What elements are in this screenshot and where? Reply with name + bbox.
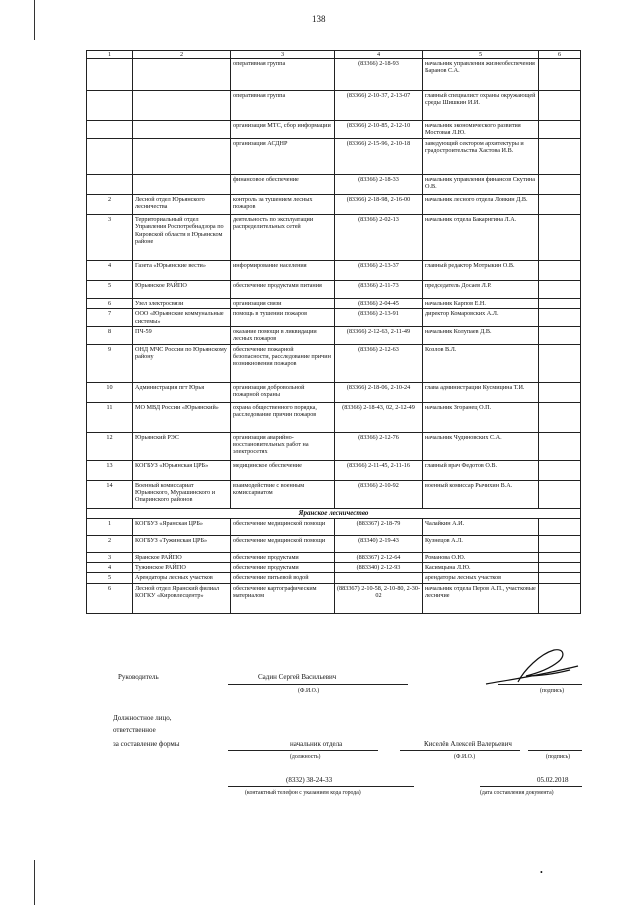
- contact-cell: начальник Згоранец О.П.: [423, 402, 539, 432]
- table-row: [87, 139, 581, 175]
- official-name-line: [400, 750, 520, 751]
- phone-caption: (контактный телефон с указанием кода города): [245, 790, 361, 796]
- note-cell: [539, 563, 581, 573]
- note-cell: [539, 583, 581, 613]
- row-number: 7: [87, 309, 133, 326]
- phone-cell: (83366) 2-18-33: [335, 175, 423, 195]
- row-number: 9: [87, 344, 133, 382]
- table-row: [87, 299, 581, 309]
- head-name: Садин Сергей Васильевич: [258, 673, 337, 681]
- row-number: 1: [87, 519, 133, 536]
- position-value: начальник отдела: [290, 740, 343, 748]
- table-row: [87, 402, 581, 432]
- note-cell: [539, 536, 581, 553]
- table-row: [87, 121, 581, 139]
- left-margin-line-bottom: [34, 860, 35, 905]
- phone-cell: (83366) 2-12-63, 2-11-49: [335, 326, 423, 344]
- column-header: 2: [133, 51, 231, 59]
- phone-cell: (883367) 2-10-58, 2-10-80, 2-30-02: [335, 583, 423, 613]
- organization-cell: Лесной отдел Яранский филиал КОГКУ «Кировлесцентр»: [133, 583, 231, 613]
- organization-cell: [133, 59, 231, 91]
- organization-cell: Военный комиссариат Юрьянского, Мурашинского и Опаринского районов: [133, 480, 231, 508]
- function-cell: помощь в тушении пожаров: [231, 309, 335, 326]
- position-caption: (должность): [290, 754, 321, 760]
- contact-cell: начальник экономического развития Мостовая Л.Ю.: [423, 121, 539, 139]
- fio-caption: (Ф.И.О.): [298, 688, 320, 694]
- organization-cell: Лесной отдел Юрьянского лесничества: [133, 195, 231, 215]
- contact-cell: начальник Колупаев Д.В.: [423, 326, 539, 344]
- organization-cell: Администрация пгт Юрья: [133, 382, 231, 402]
- contact-cell: начальник управления финансов Скутина О.В.: [423, 175, 539, 195]
- phone-cell: (83366) 2-12-76: [335, 432, 423, 460]
- note-cell: [539, 261, 581, 281]
- phone-cell: (83366) 2-10-37, 2-13-07: [335, 91, 423, 121]
- contact-cell: директор Комаровских А.Л.: [423, 309, 539, 326]
- left-margin-line-top: [34, 0, 35, 40]
- contact-cell: начальник Чудиновских С.А.: [423, 432, 539, 460]
- table-row: [87, 215, 581, 261]
- function-cell: охрана общественного порядка, расследование причин пожаров: [231, 402, 335, 432]
- table-row: [87, 563, 581, 573]
- note-cell: [539, 402, 581, 432]
- phone-cell: (883340) 2-12-93: [335, 563, 423, 573]
- table-row: [87, 432, 581, 460]
- phone-cell: (883367) 2-12-64: [335, 553, 423, 563]
- table-row: [87, 553, 581, 563]
- function-cell: деятельность по эксплуатации распределительных сетей: [231, 215, 335, 261]
- date-caption: (дата составления документа): [480, 790, 554, 796]
- function-cell: обеспечение продуктами питания: [231, 281, 335, 299]
- row-number: 13: [87, 460, 133, 480]
- phone-cell: (83366) 2-18-06, 2-10-24: [335, 382, 423, 402]
- function-cell: контроль за тушением лесных пожаров: [231, 195, 335, 215]
- contacts-table: [86, 50, 581, 614]
- contact-cell: главный врач Федотов О.В.: [423, 460, 539, 480]
- contact-cell: главный специалист охраны окружающей среды Шишкин И.И.: [423, 91, 539, 121]
- function-cell: обеспечение продуктами: [231, 563, 335, 573]
- contact-cell: начальник лесного отдела Ловкин Д.В.: [423, 195, 539, 215]
- function-cell: организация связи: [231, 299, 335, 309]
- organization-cell: Газета «Юрьянские вести»: [133, 261, 231, 281]
- function-cell: оперативная группа: [231, 91, 335, 121]
- contact-cell: Козлов В.Л.: [423, 344, 539, 382]
- phone-line: [228, 786, 414, 787]
- date-line: [480, 786, 582, 787]
- function-cell: организация аварийно-восстановительных работ на электросетях: [231, 432, 335, 460]
- table-body: [87, 59, 581, 613]
- note-cell: [539, 59, 581, 91]
- organization-cell: КОГБУЗ «Юрьянская ЦРБ»: [133, 460, 231, 480]
- phone-cell: (83366) 2-11-73: [335, 281, 423, 299]
- note-cell: [539, 460, 581, 480]
- organization-cell: КОГБУЗ «Тужинская ЦРБ»: [133, 536, 231, 553]
- organization-cell: [133, 139, 231, 175]
- row-number: 4: [87, 261, 133, 281]
- sign-caption-2: (подпись): [546, 754, 571, 760]
- phone-cell: (83366) 2-12-63: [335, 344, 423, 382]
- row-number: [87, 91, 133, 121]
- official-label-1: Должностное лицо,: [113, 714, 172, 722]
- function-cell: обеспечение питьевой водой: [231, 573, 335, 583]
- contact-cell: заведующий сектором архитектуры и градостроительства Хастова И.В.: [423, 139, 539, 175]
- table-row: [87, 281, 581, 299]
- section-row: [87, 508, 581, 518]
- table-row: [87, 195, 581, 215]
- sign-caption: (подпись): [540, 688, 565, 694]
- phone-cell: (83366) 2-18-43, 02, 2-12-49: [335, 402, 423, 432]
- organization-cell: Арендаторы лесных участков: [133, 573, 231, 583]
- table-row: [87, 480, 581, 508]
- phone-cell: (83366) 2-11-45, 2-11-16: [335, 460, 423, 480]
- organization-cell: ОНД МЧС России по Юрьянскому району: [133, 344, 231, 382]
- organization-cell: [133, 175, 231, 195]
- table-row: [87, 536, 581, 553]
- note-cell: [539, 432, 581, 460]
- column-header: 3: [231, 51, 335, 59]
- note-cell: [539, 281, 581, 299]
- organization-cell: Яранское РАЙПО: [133, 553, 231, 563]
- function-cell: оказание помощи в ликвидации лесных пожаров: [231, 326, 335, 344]
- official-label-3: за составление формы: [113, 740, 180, 748]
- note-cell: [539, 344, 581, 382]
- row-number: 8: [87, 326, 133, 344]
- table-row: [87, 460, 581, 480]
- function-cell: обеспечение пожарной безопасности, расследование причин возникновения пожаров: [231, 344, 335, 382]
- function-cell: организация МТС, сбор информации: [231, 121, 335, 139]
- row-number: 11: [87, 402, 133, 432]
- page-number: 138: [312, 14, 326, 24]
- organization-cell: Юрьянский РЭС: [133, 432, 231, 460]
- phone-cell: (83366) 2-13-37: [335, 261, 423, 281]
- table-row: [87, 382, 581, 402]
- official-name: Киселёв Алексей Валерьевич: [424, 740, 512, 748]
- contact-cell: Кузнецов А.Л.: [423, 536, 539, 553]
- phone-cell: (83366) 2-04-45: [335, 299, 423, 309]
- function-cell: оперативная группа: [231, 59, 335, 91]
- row-number: [87, 175, 133, 195]
- row-number: [87, 121, 133, 139]
- function-cell: взаимодействие с военным комиссариатом: [231, 480, 335, 508]
- contact-cell: начальник отдела Бакарнгина Л.А.: [423, 215, 539, 261]
- phone-cell: (883367) 2-18-79: [335, 519, 423, 536]
- contact-cell: председатель Досаев Л.Р.: [423, 281, 539, 299]
- phone-cell: [335, 573, 423, 583]
- row-number: 14: [87, 480, 133, 508]
- organization-cell: Территориальный отдел Управления Роспотребнадзора по Кировской области в Юрьянском районе: [133, 215, 231, 261]
- contact-cell: Чалайкин А.И.: [423, 519, 539, 536]
- table-row: [87, 573, 581, 583]
- handwritten-signature: [478, 640, 588, 696]
- row-number: 2: [87, 536, 133, 553]
- fio-caption-2: (Ф.И.О.): [454, 754, 476, 760]
- note-cell: [539, 573, 581, 583]
- function-cell: обеспечение продуктами: [231, 553, 335, 563]
- note-cell: [539, 553, 581, 563]
- table-row: [87, 59, 581, 91]
- row-number: [87, 59, 133, 91]
- organization-cell: Узел электросвязи: [133, 299, 231, 309]
- head-label: Руководитель: [118, 673, 159, 681]
- row-number: 5: [87, 573, 133, 583]
- note-cell: [539, 519, 581, 536]
- function-cell: организация АСДНР: [231, 139, 335, 175]
- phone-cell: (83366) 2-10-92: [335, 480, 423, 508]
- note-cell: [539, 215, 581, 261]
- phone-cell: (83366) 2-18-98, 2-16-00: [335, 195, 423, 215]
- organization-cell: Юрьянское РАЙПО: [133, 281, 231, 299]
- phone-cell: (83366) 2-15-96, 2-10-18: [335, 139, 423, 175]
- note-cell: [539, 195, 581, 215]
- contact-cell: главный редактор Мотрыкин О.В.: [423, 261, 539, 281]
- row-number: 3: [87, 215, 133, 261]
- document-date: 05.02.2018: [537, 776, 569, 784]
- row-number: 4: [87, 563, 133, 573]
- contact-cell: Романова О.Ю.: [423, 553, 539, 563]
- table-row: [87, 309, 581, 326]
- column-header: 5: [423, 51, 539, 59]
- function-cell: обеспечение медицинской помощи: [231, 519, 335, 536]
- organization-cell: ПЧ-59: [133, 326, 231, 344]
- phone-cell: (83366) 2-18-93: [335, 59, 423, 91]
- organization-cell: [133, 121, 231, 139]
- contact-cell: Касимцына Л.Ю.: [423, 563, 539, 573]
- row-number: 6: [87, 583, 133, 613]
- table-row: [87, 326, 581, 344]
- row-number: [87, 139, 133, 175]
- contact-cell: начальник управления жизнеобеспечения Баранов С.А.: [423, 59, 539, 91]
- row-number: 2: [87, 195, 133, 215]
- table-row: [87, 344, 581, 382]
- organization-cell: МО МВД России «Юрьянский»: [133, 402, 231, 432]
- phone-cell: (83366) 2-13-91: [335, 309, 423, 326]
- column-header: 1: [87, 51, 133, 59]
- section-title: Яранское лесничество: [87, 508, 581, 518]
- note-cell: [539, 175, 581, 195]
- contact-cell: начальник отдела Перов А.П., участковые лесничие: [423, 583, 539, 613]
- contact-cell: начальник Карпов Е.Н.: [423, 299, 539, 309]
- column-header: 4: [335, 51, 423, 59]
- phone-cell: (83366) 2-10-85, 2-12-10: [335, 121, 423, 139]
- phone-cell: (83366) 2-02-13: [335, 215, 423, 261]
- row-number: 12: [87, 432, 133, 460]
- note-cell: [539, 326, 581, 344]
- table-row: [87, 583, 581, 613]
- table-row: [87, 519, 581, 536]
- note-cell: [539, 309, 581, 326]
- organization-cell: [133, 91, 231, 121]
- function-cell: обеспечение медицинской помощи: [231, 536, 335, 553]
- stray-mark: •: [540, 868, 543, 877]
- contact-cell: глава администрации Кусмицина Т.И.: [423, 382, 539, 402]
- function-cell: обеспечение картографическим материалом: [231, 583, 335, 613]
- function-cell: медицинское обеспечение: [231, 460, 335, 480]
- position-line: [228, 750, 378, 751]
- row-number: 6: [87, 299, 133, 309]
- official-sign-line: [528, 750, 582, 751]
- column-header: 6: [539, 51, 581, 59]
- organization-cell: Тужинское РАЙПО: [133, 563, 231, 573]
- contact-cell: арендаторы лесных участков: [423, 573, 539, 583]
- official-label-2: ответственное: [113, 726, 156, 734]
- note-cell: [539, 139, 581, 175]
- organization-cell: ООО «Юрьянские коммунальные системы»: [133, 309, 231, 326]
- row-number: 3: [87, 553, 133, 563]
- contact-cell: военный комиссар Рычихин В.А.: [423, 480, 539, 508]
- table-row: [87, 91, 581, 121]
- row-number: 10: [87, 382, 133, 402]
- note-cell: [539, 480, 581, 508]
- row-number: 5: [87, 281, 133, 299]
- note-cell: [539, 121, 581, 139]
- function-cell: организация добровольной пожарной охраны: [231, 382, 335, 402]
- note-cell: [539, 382, 581, 402]
- contact-phone: (8332) 38-24-33: [286, 776, 333, 784]
- note-cell: [539, 91, 581, 121]
- phone-cell: (83340) 2-19-43: [335, 536, 423, 553]
- table-row: [87, 261, 581, 281]
- note-cell: [539, 299, 581, 309]
- function-cell: информирование населения: [231, 261, 335, 281]
- head-name-line: [228, 684, 408, 685]
- table-row: [87, 175, 581, 195]
- organization-cell: КОГБУЗ «Яранская ЦРБ»: [133, 519, 231, 536]
- function-cell: финансовое обеспечение: [231, 175, 335, 195]
- table-header-row: [87, 51, 581, 59]
